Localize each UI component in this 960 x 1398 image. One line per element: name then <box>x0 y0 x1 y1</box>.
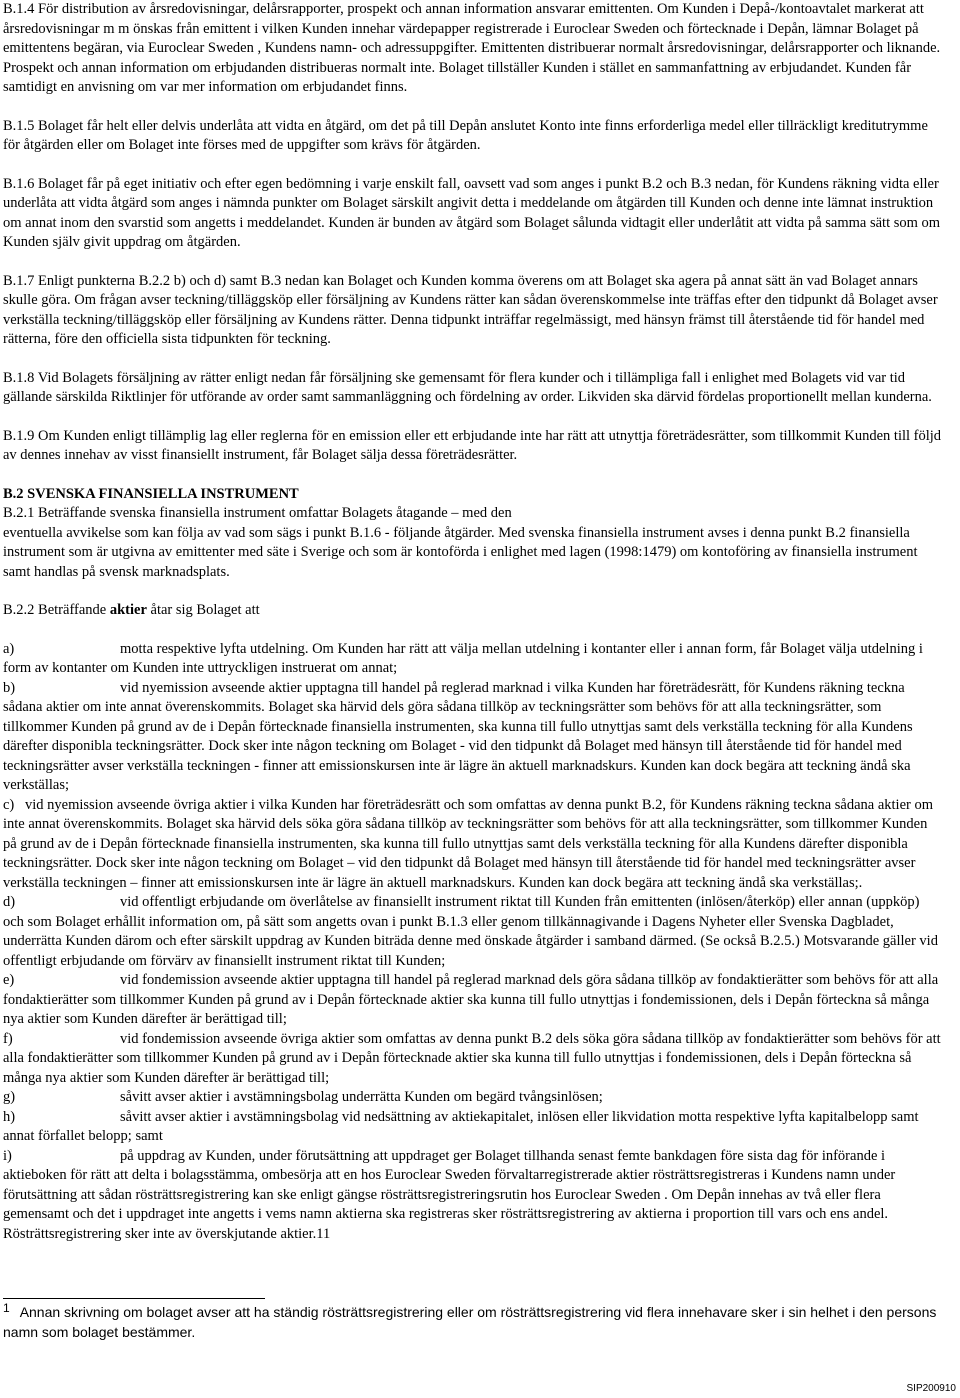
document-body <box>3 0 943 1244</box>
paragraph-b15: B.1.5 Bolaget får helt eller delvis underlåta att vidta en åtgärd, om det på till Depån anslutet Konto inte finns erforderliga medel eller tillräckligt kreditutrymme för åtgärden eller om Bolaget inte förses med de uppgifter som krävs för åtgärden. <box>3 117 928 153</box>
list-item <box>3 1147 943 1245</box>
b22-prefix: B.2.2 Beträffande <box>3 602 110 618</box>
paragraph-b18: B.1.8 Vid Bolagets försäljning av rätter enligt nedan får försäljning ske gemensamt för flera kunder och i tillämpliga fall i enlighet med Bolagets vid var tid gällande särskilda Riktlinjer för utförande av order samt sammanläggning och fördelning av order. Likviden ska därvid fördelas proportionellt mellan kunderna. <box>3 369 932 405</box>
paragraph-b19: B.1.9 Om Kunden enligt tillämplig lag eller reglerna för en emission eller ett erbjudande inte har rätt att utnyttja företrädesrätter, som tillkommit Kunden till följd av dennes innehav av visst finansiellt instrument, får Bolaget sälja dessa företrädesrätter. <box>3 427 942 463</box>
list-item-label: c) <box>3 796 15 813</box>
list-item <box>3 1108 943 1147</box>
paragraph-b21-rest: eventuella avvikelse som kan följa av vad som sägs i punkt B.1.6 - följande åtgärder. Med svenska finansiella instrument avses i denna punkt B.2 finansiella instrument som är utgivna av emittenter med säte i Sverige och som är kontoförda i enlighet med lagen (1998:1479) om kontoföring av finansiella instrument samt handlas på svensk marknadsplats. <box>3 524 918 580</box>
footnote-text: Annan skrivning om bolaget avser att ha ständig rösträttsregistrering eller om rösträttsregistrering vid flera innehavare sker i sin helhet i den persons namn som bolaget bestämmer. <box>3 1304 937 1340</box>
paragraph-b14: B.1.4 För distribution av årsredovisningar, delårsrapporter, prospekt och annan information ansvarar emittenten. Om Kunden i Depå-/kontoavtalet markerat att årsredovisningar m m önskas från emittent i vilken Kunden innehar värdepapper registrerade i Euroclear Sweden och förtecknade i Depån, lämnar Bolaget på emittentens begäran, via Euroclear Sweden , Kundens namn- och adressuppgifter. Emittenten distribuerar normalt årsredovisningar, delårsrapporter och liknande. Prospekt och annan information om erbjudanden distribueras normalt inte. Bolaget tillställer Kunden i stället en sammanfattning av erbjudandet. Kunden får samtidigt en anvisning om var mer information om erbjudandet finns. <box>3 1 941 95</box>
footnote-mark: 1 <box>3 1301 10 1315</box>
list-item-label: e) <box>3 972 15 988</box>
list-item-text: vid nyemission avseende övriga aktier i vilka Kunden har företrädesrätt och som omfattas av denna punkt B.2, för Kundens räkning teckna sådana aktier om inte annat överenskommits. Bolaget ska härvid dels söka göra sådana tillköp av teckningsrätter som behövs för att alla teckningsrätter, som tillkommer Kunden på grund av de i Depån förtecknade finansiella instrumenten, ska kunna till fullo utnyttjas samt dels verkställa teckning för alla Kundens därefter disponibla teckningsrätter. Dock sker inte någon teckning om Bolaget – vid den tidpunkt då Bolaget med hänsyn till återstående tid för handel med teckningsrätter avser verkställa teckningen – finner att emissionskursen inte är lägre än aktuell marknadskurs. Kunden kan dock begära att teckning ändå ska verkställas;. <box>3 796 933 891</box>
list-item-label: d) <box>3 894 16 910</box>
list-item <box>3 796 943 894</box>
list-item <box>3 971 943 1030</box>
obligations-list <box>3 640 943 1245</box>
list-item-label: a) <box>3 640 15 657</box>
list-item <box>3 679 943 796</box>
list-item-text: vid fondemission avseende övriga aktier som omfattas av denna punkt B.2 dels söka göra sådana tillköp av fondaktierätter som behövs för att alla fondaktierätter som tillkommer Kunden på grund av i Depån förtecknade aktier ska kunna till fullo utnyttjas i fondemissionen, dels i Depån förteckna så många nya aktier som Kunden därefter är berättigad till; <box>3 1030 941 1086</box>
paragraph-b17: B.1.7 Enligt punkterna B.2.2 b) och d) samt B.3 nedan kan Bolaget och Kunden komma överens om att Bolaget ska agera på annat sätt än vad Bolaget annars skulle göra. Om frågan avser teckning/tilläggsköp eller försäljning av Kundens rätter kan sådan överenskommelse inte träffas efter den tidpunkt då Bolaget avser verkställa teckning/tilläggsköp eller försäljning av Kundens rätter. Denna tidpunkt inträffar regelmässigt, med hänsyn främst till återstående tid för handel med rätterna, före den officiella sista tidpunkten för teckning. <box>3 272 938 347</box>
list-item-label: i) <box>3 1147 12 1164</box>
list-item <box>3 1088 943 1108</box>
paragraph-b22 <box>3 601 943 621</box>
footnote <box>3 1302 943 1342</box>
list-item-text: vid fondemission avseende aktier upptagna till handel på reglerad marknad dels göra sådana tillköp av fondaktierätter som behövs för att alla fondaktierätter som tillkommer Kunden på grund av i Depån förtecknade aktier ska kunna till fullo utnyttjas i fondemissionen, dels i Depån förteckna så många nya aktier som Kunden därefter är berättigad till; <box>3 972 939 1027</box>
list-item-text: motta respektive lyfta utdelning. Om Kunden har rätt att välja mellan utdelning i kontanter eller i annan form, får Bolaget välja utdelning i form av kontanter om Kunden inte uttryckligen instruerat om annat; <box>3 640 923 676</box>
list-item-text: vid offentligt erbjudande om överlåtelse av finansiellt instrument riktat till Kunden från emittenten (inlösen/återköp) eller annan (uppköp) och som Bolaget erhållit information om, på sätt som angetts ovan i punkt B.1.3 eller genom tillkännagivande i Dagens Nyheter eller Svenska Dagbladet, underrätta Kunden därom och efter särskilt uppdrag av Kunden biträda denne med önskade åtgärder i samband därmed. (Se också B.2.5.) Motsvarande gäller vid offentligt erbjudande om förvärv av finansiellt instrument riktat till Kunden; <box>3 894 938 969</box>
list-item-label: g) <box>3 1089 16 1105</box>
list-item-text: såvitt avser aktier i avstämningsbolag underrätta Kunden om begärd tvångsinlösen; <box>120 1089 603 1105</box>
list-item-text: vid nyemission avseende aktier upptagna till handel på reglerad marknad i vilka Kunden har företrädesrätt, för Kundens räkning teckna sådana aktier om inte annat överenskommits. Bolaget ska härvid dels göra sådana tillköp av teckningsrätter som behövs för att alla teckningsrätter, som tillkommer Kunden på grund av de i Depån förtecknade finansiella instrumenten, ska kunna till fullo utnyttjas samt dels verkställa teckning för alla Kundens därefter disponibla teckningsrätter. Dock sker inte någon teckning om Bolaget - vid den tidpunkt då Bolaget med hänsyn till återstående tid för handel med teckningsrätter avser verkställa teckningen - finner att emissionskursen inte är lägre än aktuell marknadskurs. Kunden kan dock begära att teckning ändå ska verkställas; <box>3 679 913 793</box>
list-item-label: h) <box>3 1108 16 1125</box>
list-item-text: såvitt avser aktier i avstämningsbolag vid nedsättning av aktiekapitalet, inlösen eller likvidation motta respektive lyfta kapitalbelopp samt annat förfallet belopp; samt <box>3 1108 919 1144</box>
list-item-label: b) <box>3 679 16 696</box>
b22-suffix: åtar sig Bolaget att <box>146 602 260 618</box>
b22-bold-term: aktier <box>109 602 147 618</box>
paragraph-b16: B.1.6 Bolaget får på eget initiativ och efter egen bedömning i varje enskilt fall, oavsett vad som anges i punkt B.2 och B.3 nedan, för Kundens räkning vidta eller underlåta att vidta åtgärd som anges i nämnda punkter om Bolaget särskilt angivit detta i meddelande om åtgärden till Kunden och denne inte lämnat instruktion om annat inom den svarstid som angetts i meddelandet. Kunden är bunden av åtgärd som Bolaget sålunda vidtagit eller underlåtit att vidta på samma sätt som om Kunden själv givit uppdrag om åtgärden. <box>3 175 941 250</box>
list-item-label: f) <box>3 1030 13 1047</box>
footnote-divider <box>3 1298 265 1299</box>
list-item <box>3 893 943 971</box>
section-heading-b2: B.2 SVENSKA FINANSIELLA INSTRUMENT <box>3 485 299 502</box>
page-code: SIP200910 <box>906 1383 956 1394</box>
list-item-text: på uppdrag av Kunden, under förutsättning att uppdraget ger Bolaget tillhanda senast femte bankdagen före sista dag för införande i aktieboken för rätt att delta i bolagsstämma, ombesörja att en hos Euroclear Sweden förvaltarregistrerade aktier rösträttsregistreras i Kundens namn under förutsättning att sådan rösträttsregistrering kan ske enligt gängse rösträttsregistreringsrutin hos Euroclear Sweden . Om Depån innehas av två eller flera gemensamt och det i uppdraget inte angetts i vems namn aktierna ska registreras sker rösträttsregistrering av aktierna i proportion till vars och ens andel. Rösträttsregistrering sker inte av överskjutande aktier.11 <box>3 1147 896 1242</box>
list-item <box>3 1030 943 1089</box>
list-item <box>3 640 943 679</box>
paragraph-b21-first-line: B.2.1 Beträffande svenska finansiella instrument omfattar Bolagets åtagande – med den <box>3 505 512 521</box>
